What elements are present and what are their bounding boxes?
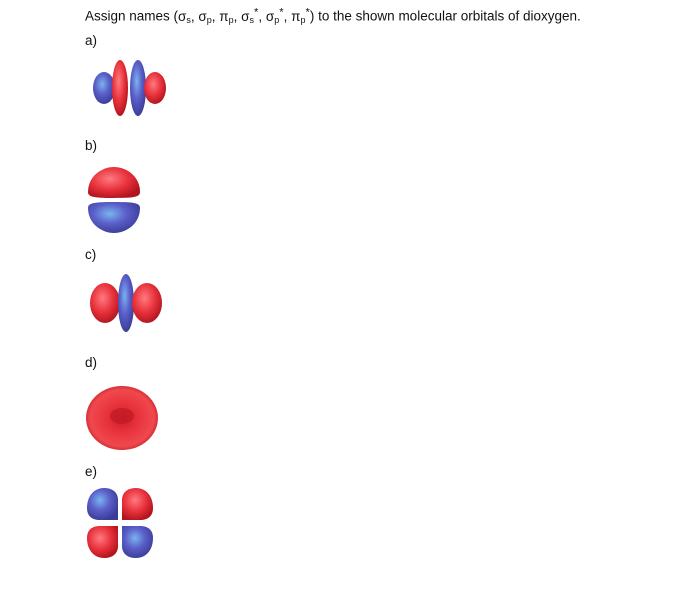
orbital-image-c <box>84 270 168 336</box>
orbital-name: $\sigma_s$, <box>178 8 199 25</box>
item-label-c: c) <box>85 247 97 262</box>
orbital-image-a <box>88 55 180 121</box>
item-label-d: d) <box>85 355 98 370</box>
item-label-e: e) <box>85 464 98 479</box>
item-label-a: a) <box>85 33 98 48</box>
item-label-b: b) <box>85 138 98 153</box>
orbital-image-e <box>84 486 156 560</box>
question-suffix: ) to the shown molecular orbitals of dioxygen. <box>309 8 581 24</box>
orbital-name: $\sigma_s^*$, <box>241 6 266 25</box>
orbital-name: $\pi_p^*$ <box>291 6 310 25</box>
question-prefix: Assign names ( <box>85 8 179 24</box>
orbital-name-list <box>178 6 310 25</box>
question-text <box>85 6 581 25</box>
orbital-image-b <box>84 164 144 236</box>
orbital-image-d <box>84 384 160 452</box>
orbital-name: $\sigma_p$, <box>198 8 220 25</box>
orbital-name: $\pi_p$, <box>219 8 242 25</box>
orbital-name: $\sigma_p^*$, <box>265 6 292 25</box>
